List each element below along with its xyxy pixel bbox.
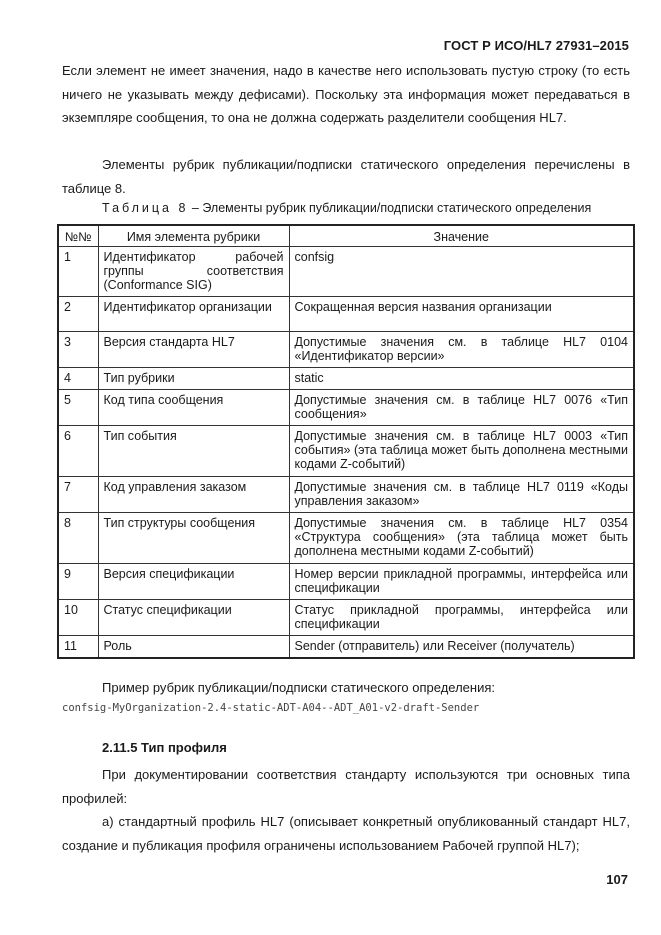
table-row — [58, 426, 634, 477]
row-number: 4 — [58, 368, 98, 390]
table-row — [58, 368, 634, 390]
row-value: Допустимые значения см. в таблице HL7 0104 «Идентификатор версии» — [289, 332, 634, 368]
table-row — [58, 297, 634, 332]
table-row — [58, 513, 634, 564]
row-number: 6 — [58, 426, 98, 477]
row-value: Допустимые значения см. в таблице HL7 0076 «Тип сообщения» — [289, 390, 634, 426]
row-number: 10 — [58, 600, 98, 636]
table-row — [58, 390, 634, 426]
row-element-name: Роль — [98, 636, 289, 659]
row-value: Допустимые значения см. в таблице HL7 0354 «Структура сообщения» (эта таблица может быть дополнена местными кодами Z-событий) — [289, 513, 634, 564]
row-element-name: Тип события — [98, 426, 289, 477]
table-caption-number: Таблица 8 — [102, 201, 189, 215]
section-paragraph-2: а) стандартный профиль HL7 (описывает конкретный опубликованный стандарт HL7, создание и публикация профиля ограничены использованием Рабочей группой HL7); — [62, 814, 630, 853]
document-header: ГОСТ Р ИСО/HL7 27931–2015 — [443, 38, 629, 53]
row-number: 7 — [58, 477, 98, 513]
table-row — [58, 636, 634, 659]
section-title: 2.11.5 Тип профиля — [102, 740, 227, 755]
row-number: 1 — [58, 247, 98, 297]
example-code: confsig-MyOrganization-2.4-static-ADT-A04--ADT_A01-v2-draft-Sender — [62, 702, 480, 714]
row-value: Sender (отправитель) или Receiver (получатель) — [289, 636, 634, 659]
row-number: 5 — [58, 390, 98, 426]
table-row — [58, 477, 634, 513]
row-value: static — [289, 368, 634, 390]
row-value: confsig — [289, 247, 634, 297]
table-caption — [102, 201, 591, 215]
row-number: 2 — [58, 297, 98, 332]
table-row — [58, 332, 634, 368]
header-value: Значение — [289, 225, 634, 247]
row-number: 3 — [58, 332, 98, 368]
row-element-name: Код типа сообщения — [98, 390, 289, 426]
table-row — [58, 564, 634, 600]
header-name: Имя элемента рубрики — [98, 225, 289, 247]
row-element-name: Идентификатор рабочей группы соответствия (Conformance SIG) — [98, 247, 289, 297]
row-element-name: Тип рубрики — [98, 368, 289, 390]
row-number: 9 — [58, 564, 98, 600]
paragraph-table-reference: Элементы рубрик публикации/подписки статического определения перечислены в таблице 8. — [62, 157, 630, 196]
paragraph-empty-value: Если элемент не имеет значения, надо в качестве него использовать пустую строку (то есть ничего не указывать между дефисами). Поскольку эта информация может передаваться в экземпляре сообщения, то она не должна содержать разделители сообщения HL7. — [62, 63, 630, 125]
row-element-name: Тип структуры сообщения — [98, 513, 289, 564]
row-value: Статус прикладной программы, интерфейса или спецификации — [289, 600, 634, 636]
elements-table — [57, 224, 635, 659]
section-paragraph-1: При документировании соответствия стандарту используются три основных типа профилей: — [62, 767, 630, 806]
example-intro: Пример рубрик публикации/подписки статического определения: — [102, 680, 495, 695]
table-row — [58, 247, 634, 297]
row-element-name: Версия спецификации — [98, 564, 289, 600]
row-element-name: Версия стандарта HL7 — [98, 332, 289, 368]
row-element-name: Статус спецификации — [98, 600, 289, 636]
table-caption-text: – Элементы рубрик публикации/подписки статического определения — [188, 201, 592, 215]
row-element-name: Идентификатор организации — [98, 297, 289, 332]
row-value: Допустимые значения см. в таблице HL7 0119 «Коды управления заказом» — [289, 477, 634, 513]
row-value: Допустимые значения см. в таблице HL7 0003 «Тип события» (эта таблица может быть дополнена местными кодами Z-событий) — [289, 426, 634, 477]
row-value: Номер версии прикладной программы, интерфейса или спецификации — [289, 564, 634, 600]
header-num: №№ — [58, 225, 98, 247]
row-value: Сокращенная версия названия организации — [289, 297, 634, 332]
row-number: 8 — [58, 513, 98, 564]
table-row — [58, 600, 634, 636]
row-number: 11 — [58, 636, 98, 659]
table-header-row — [58, 225, 634, 247]
page-number: 107 — [606, 872, 628, 887]
row-element-name: Код управления заказом — [98, 477, 289, 513]
